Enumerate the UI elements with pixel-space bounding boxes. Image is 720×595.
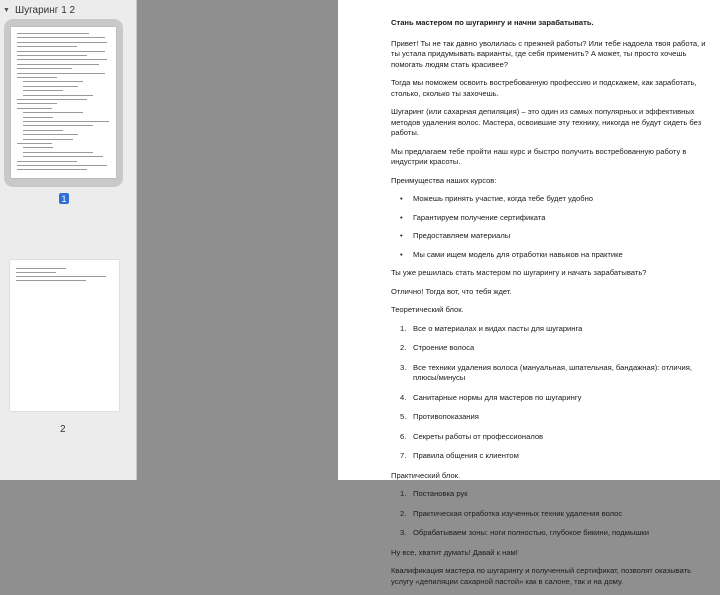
item-number: 7. xyxy=(400,451,407,460)
numbered-item xyxy=(391,451,706,462)
paragraph: Тогда мы поможем освоить востребованную профессию и подскажем, как заработать, столько, сколько ты захочешь. xyxy=(391,78,697,98)
practice-list xyxy=(391,489,706,539)
document-heading: Стань мастером по шугарингу и начни зарабатывать. xyxy=(391,18,594,27)
thumbnail-text-line xyxy=(23,125,93,126)
item-number: 2. xyxy=(400,343,407,352)
item-text: Обрабатываем зоны: ноги полностью, глубокое бикини, подмышки xyxy=(413,528,649,537)
page-number-label-2: 2 xyxy=(60,424,66,435)
item-number: 2. xyxy=(400,508,407,518)
page-thumbnail-2[interactable] xyxy=(10,260,119,411)
thumbnail-text-line xyxy=(17,64,99,65)
thumbnail-text-line xyxy=(16,276,106,277)
item-number: 1. xyxy=(400,323,407,333)
item-number: 6. xyxy=(400,431,407,441)
page-number-badge-1: 1 xyxy=(59,193,69,204)
thumbnail-text-line xyxy=(16,268,66,269)
sidebar-header[interactable] xyxy=(0,0,136,20)
list-item: • Предоставляем материалы xyxy=(391,231,706,242)
page-content xyxy=(391,18,706,595)
thumbnail-text-line xyxy=(23,121,109,122)
thumbnail-text-line xyxy=(23,130,63,131)
thumbnail-text-line xyxy=(17,51,105,52)
thumbnail-text-line xyxy=(17,73,105,74)
thumbnail-text-line xyxy=(23,81,83,82)
page-thumbnail-1[interactable] xyxy=(11,27,116,178)
item-number: 3. xyxy=(400,362,407,372)
thumbnail-text-line xyxy=(17,59,107,60)
numbered-item xyxy=(391,324,706,335)
item-text: Все техники удаления волоса (мануальная, шпательная, бандажная): отличия, плюсы/минусы xyxy=(413,362,692,382)
numbered-item xyxy=(391,412,706,423)
thumbnail-text-line xyxy=(17,46,77,47)
item-text: Все о материалах и видах пасты для шугаринга xyxy=(413,323,583,333)
paragraph: Квалификация мастера по шугарингу и полученный сертификат, позволят оказывать услугу «депиляции сахарной пастой» как в салоне, так и на дому. xyxy=(391,566,692,586)
section-heading: Практический блок. xyxy=(391,470,461,480)
numbered-item xyxy=(391,528,706,539)
advantages-list xyxy=(391,194,706,260)
thumbnail-text-line xyxy=(17,103,57,104)
thumbnail-text-line xyxy=(16,272,56,273)
paragraph: Отлично! Тогда вот, что тебя ждет. xyxy=(391,286,512,296)
thumbnail-text-line xyxy=(17,161,77,162)
theory-list xyxy=(391,324,706,462)
paragraph: Шугаринг (или сахарная депиляция) – это один из самых популярных и эффективных методов удаления волос. Мастера, освоившие эту технику, никогда не будут сидеть без работы. xyxy=(391,107,702,137)
item-text: Практическая отработка изученных техник удаления волос xyxy=(413,508,623,518)
item-text: Секреты работы от профессионалов xyxy=(413,431,544,441)
item-number: 3. xyxy=(400,528,407,537)
numbered-item xyxy=(391,432,706,443)
paragraph: Привет! Ты не так давно уволилась с прежней работы? Или тебе надоела твоя работа, и ты устала придумывать варианты, где себя применить? А может, ты просто хочешь помогать людям стать красивее? xyxy=(391,38,706,69)
document-title: Шугаринг 1 2 xyxy=(14,4,76,16)
thumbnail-text-line xyxy=(23,139,73,140)
numbered-item xyxy=(391,393,706,404)
numbered-item xyxy=(391,509,706,520)
thumbnail-text-line xyxy=(17,33,89,34)
thumbnail-text-line xyxy=(17,68,72,69)
thumbnail-text-line xyxy=(17,37,105,38)
paragraph: Ну все, хватит думать! Давай к нам! xyxy=(391,547,518,557)
thumbnail-text-line xyxy=(23,147,53,148)
thumbnail-text-line xyxy=(17,143,52,144)
item-number: 1. xyxy=(400,489,407,498)
thumbnail-text-line xyxy=(23,86,78,87)
thumbnail-text-line xyxy=(23,90,63,91)
numbered-item xyxy=(391,489,706,500)
item-number: 4. xyxy=(400,392,407,402)
thumbnail-text-line xyxy=(23,117,53,118)
item-text: Правила общения с клиентом xyxy=(413,451,519,460)
thumbnail-text-line xyxy=(17,169,87,170)
numbered-item xyxy=(391,363,706,384)
thumbnail-text-line xyxy=(23,134,78,135)
thumbnail-text-line xyxy=(17,165,107,166)
thumbnail-text-line xyxy=(23,95,93,96)
thumbnail-selection-highlight[interactable] xyxy=(4,19,123,187)
paragraph: Преимущества наших курсов: xyxy=(391,175,497,185)
item-text: Строение волоса xyxy=(413,343,475,352)
item-text: Постановка рук xyxy=(413,489,468,498)
thumbnail-text-line xyxy=(17,55,87,56)
list-item: • Можешь принять участие, когда тебе будет удобно xyxy=(391,194,706,205)
paragraph: Ты уже решилась стать мастером по шугарингу и начать зарабатывать? xyxy=(391,268,647,277)
thumbnail-text-line xyxy=(17,77,57,78)
thumbnail-text-line xyxy=(17,99,87,100)
thumbnail-sidebar xyxy=(0,0,137,480)
numbered-item xyxy=(391,343,706,354)
thumbnail-text-line xyxy=(17,108,52,109)
thumbnail-text-line xyxy=(17,42,107,43)
paragraph: Мы предлагаем тебе пройти наш курс и быстро получить востребованную работу в индустрии красоты. xyxy=(391,146,687,166)
thumbnail-text-line xyxy=(23,112,83,113)
thumbnail-text-line xyxy=(23,152,93,153)
item-text: Санитарные нормы для мастеров по шугарингу xyxy=(413,392,582,402)
disclosure-triangle-icon[interactable]: ▼ xyxy=(3,6,10,14)
item-text: Противопоказания xyxy=(413,412,479,421)
section-heading: Теоретический блок. xyxy=(391,305,464,314)
list-item: • Гарантируем получение сертификата xyxy=(391,213,706,224)
list-item: • Мы сами ищем модель для отработки навыков на практике xyxy=(391,250,706,261)
item-number: 5. xyxy=(400,412,407,421)
thumbnail-text-line xyxy=(23,156,103,157)
thumbnail-text-line xyxy=(16,280,86,281)
document-page xyxy=(338,0,720,586)
